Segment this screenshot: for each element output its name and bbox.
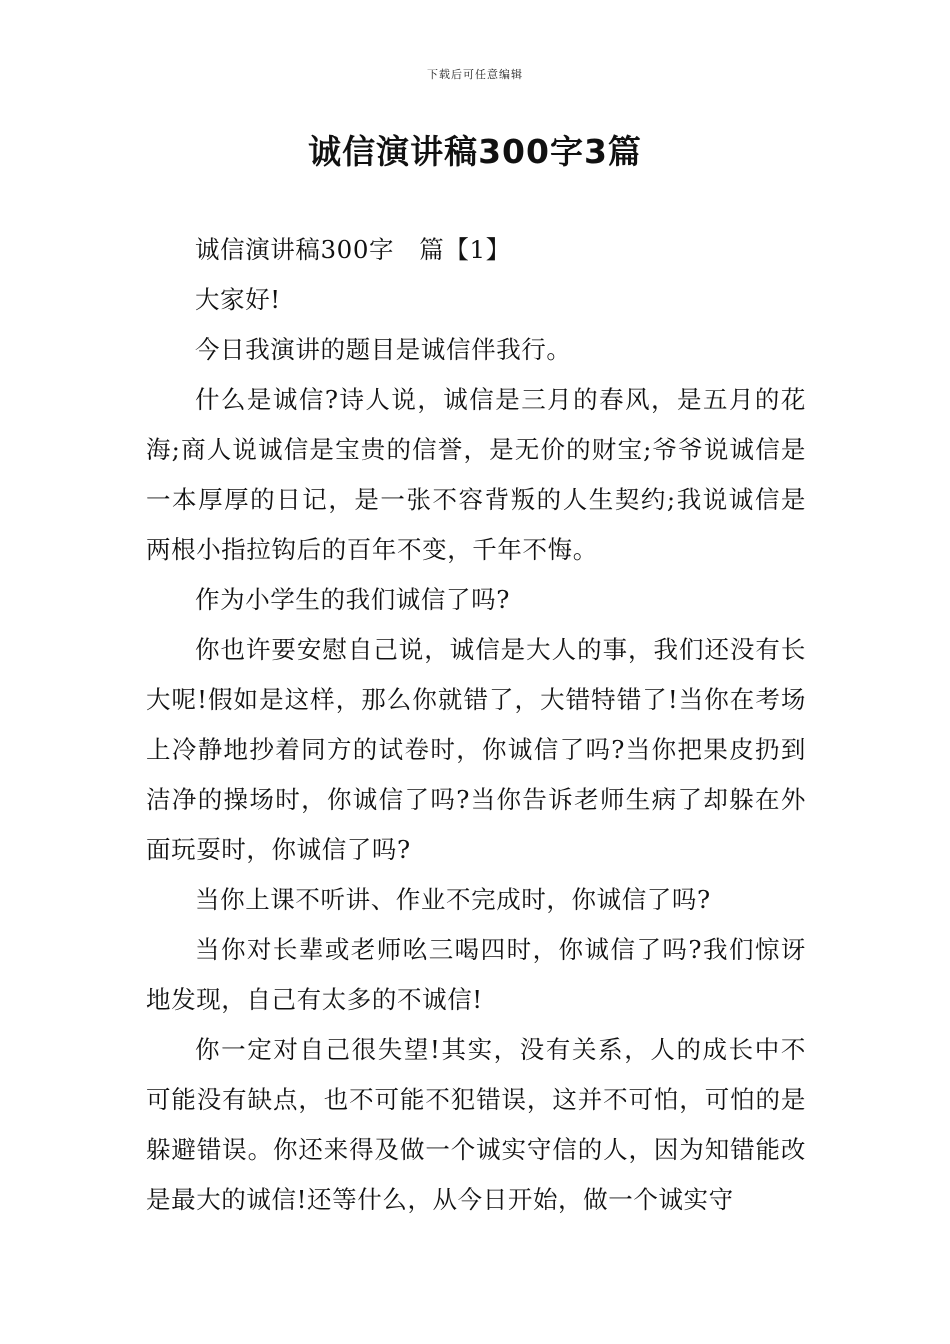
paragraph-question: 作为小学生的我们诚信了吗? — [195, 585, 510, 614]
section-heading-1: 诚信演讲稿300字 篇【1】 — [195, 235, 511, 264]
document-title: 诚信演讲稿300字3篇 — [308, 132, 642, 171]
paragraph-elders: 当你对长辈或老师吆三喝四时，你诚信了吗?我们惊讶地发现，自己有太多的不诚信! — [146, 935, 806, 1014]
document-body — [146, 225, 806, 1225]
paragraph-class-homework: 当你上课不听讲、作业不完成时，你诚信了吗? — [195, 885, 711, 914]
paragraph-what-is-integrity: 什么是诚信?诗人说，诚信是三月的春风，是五月的花海;商人说诚信是宝贵的信誉，是无价的财宝;爷爷说诚信是一本厚厚的日记，是一张不容背叛的人生契约;我说诚信是两根小指拉钩后的百年不变，千年不悔。 — [146, 385, 806, 564]
paragraph-greeting: 大家好! — [195, 285, 281, 314]
paragraph-topic: 今日我演讲的题目是诚信伴我行。 — [195, 335, 572, 364]
paragraph-examples: 你也许要安慰自己说，诚信是大人的事，我们还没有长大呢!假如是这样，那么你就错了，大错特错了!当你在考场上冷静地抄着同方的试卷时，你诚信了吗?当你把果皮扔到洁净的操场时，你诚信了吗?当你告诉老师生病了却躲在外面玩耍时，你诚信了吗? — [146, 635, 806, 864]
paragraph-encouragement: 你一定对自己很失望!其实，没有关系，人的成长中不可能没有缺点，也不可能不犯错误，这并不可怕，可怕的是躲避错误。你还来得及做一个诚实守信的人，因为知错能改是最大的诚信!还等什么，从今日开始，做一个诚实守 — [146, 1035, 806, 1214]
header-note: 下载后可任意编辑 — [427, 68, 523, 81]
